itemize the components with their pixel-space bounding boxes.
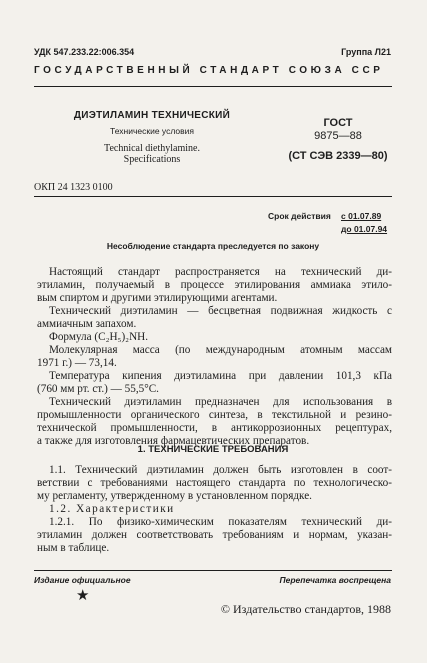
footer-rule xyxy=(34,570,392,571)
english-subtitle: Specifications xyxy=(123,154,181,165)
paragraph-line: вым спиртом и другими этилирующими агентами. xyxy=(37,292,278,304)
paragraph-line: 1.1. Технический диэтиламин должен быть изготовлен в соот- xyxy=(49,464,392,476)
reprint-notice: Перепечатка воспрещена xyxy=(279,575,391,585)
doc-title: ДИЭТИЛАМИН ТЕХНИЧЕСКИЙ xyxy=(73,110,231,121)
validity-from: с 01.07.89 xyxy=(341,211,382,221)
english-title: Technical diethylamine. xyxy=(104,143,200,154)
paragraph-line: Технический диэтиламин — бесцветная подвижная жидкость с xyxy=(49,305,392,317)
paragraph-line: технической промышленности, в антикоррозионных рецептурах, xyxy=(37,422,392,434)
copyright: © Издательство стандартов, 1988 xyxy=(220,602,391,616)
paragraph-line: Настоящий стандарт распространяется на технический ди- xyxy=(49,266,392,278)
paragraph-line: а также для изготовления фармацевтических препаратов. xyxy=(37,435,310,447)
paragraph-line: этиламин, получаемый в процессе этилирования аммиака этило- xyxy=(37,279,392,291)
doc-subtitle: Технические условия xyxy=(110,126,194,136)
paragraph-line: ветствии с требованиями настоящего стандарта по технологическо- xyxy=(37,477,392,489)
paragraph-line: Технический диэтиламин предназначен для использования в xyxy=(49,396,392,408)
paragraph-line: Температура кипения диэтиламина при давлении 101,3 кПа xyxy=(49,370,392,382)
okp-code: ОКП 24 1323 0100 xyxy=(34,182,113,193)
intro-paragraphs xyxy=(37,266,392,448)
okp-rule xyxy=(34,196,392,197)
paragraph-line: ным в таблице. xyxy=(37,542,110,554)
standard-banner: ГОСУДАРСТВЕННЫЙ СТАНДАРТ СОЮЗА ССР xyxy=(34,65,384,76)
star-icon: ★ xyxy=(76,588,90,604)
header-rule xyxy=(34,86,392,87)
paragraph-line: 1.2.1. По физико-химическим показателям технический ди- xyxy=(49,516,392,528)
paragraph-line: му регламенту, утвержденному в установленном порядке. xyxy=(37,490,312,502)
st-sev-number: (СТ СЭВ 2339—80) xyxy=(288,150,388,162)
legal-notice: Несоблюдение стандарта преследуется по закону xyxy=(106,241,320,251)
validity-to: до 01.07.94 xyxy=(341,224,388,234)
edition-label: Издание официальное xyxy=(34,575,131,585)
gost-label: ГОСТ xyxy=(323,117,353,129)
paragraph-line: (760 мм рт. ст.) — 55,5°С. xyxy=(37,383,159,395)
formula-line: Формула (C₂H₅)₂NH. xyxy=(49,331,149,343)
paragraph-line: этиламин должен соответствовать требованиям и нормам, указан- xyxy=(37,529,392,541)
udk-code: УДК 547.233.22:006.354 xyxy=(34,47,135,57)
paragraph-line: аммиачным запахом. xyxy=(37,318,137,330)
gost-number: 9875—88 xyxy=(314,130,362,142)
validity-label: Срок действия xyxy=(268,211,331,221)
section-heading: 1. ТЕХНИЧЕСКИЕ ТРЕБОВАНИЯ xyxy=(137,444,289,455)
group-code: Группа Л21 xyxy=(341,47,391,57)
subsection-heading: 1.2. Характеристики xyxy=(49,503,175,515)
paragraph-line: Молекулярная масса (по международным атомным массам xyxy=(49,344,392,356)
paragraph-line: 1971 г.) — 73,14. xyxy=(37,357,117,369)
paragraph-line: промышленности органического синтеза, в текстильной и резино- xyxy=(37,409,392,421)
section1-paragraphs xyxy=(37,464,392,555)
